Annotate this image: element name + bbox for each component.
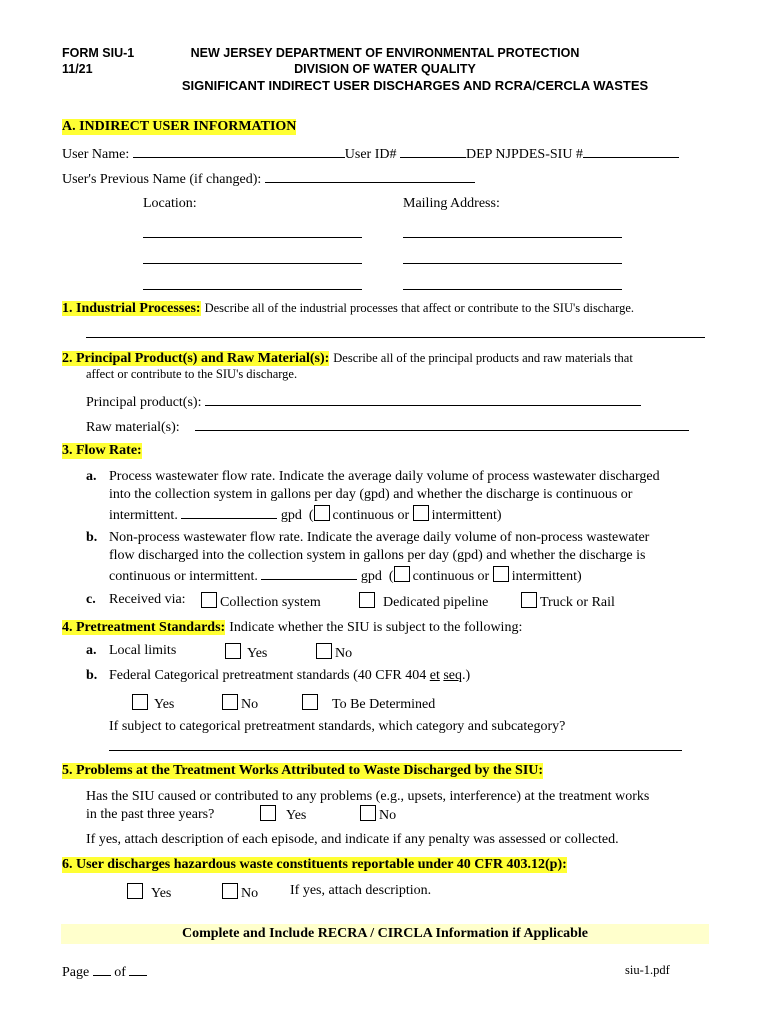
federal-end: .): [462, 668, 471, 683]
pipeline-option: [359, 592, 488, 611]
et-text: et: [429, 668, 440, 683]
continuous-or-label: continuous or: [412, 569, 490, 584]
section-1-title: 1. Industrial Processes:: [62, 301, 201, 316]
prev-name-label: User's Previous Name (if changed):: [62, 172, 262, 187]
item-3b-line-2: flow discharged into the collection system in gallons per day (gpd) and whether the discharge is: [109, 548, 646, 563]
nonprocess-continuous-checkbox[interactable]: [394, 566, 410, 582]
section-6-title: 6. User discharges hazardous waste constituents reportable under 40 CFR 403.12(p):: [62, 857, 567, 872]
category-line[interactable]: [109, 750, 682, 751]
tbd-label: To Be Determined: [332, 697, 436, 712]
user-id-label: User ID#: [344, 147, 397, 162]
mailing-line-1[interactable]: [403, 237, 622, 238]
processes-line[interactable]: [86, 337, 705, 338]
local-no-option: [316, 643, 352, 662]
nonprocess-intermittent-checkbox[interactable]: [493, 566, 509, 582]
raw-label: Raw material(s):: [86, 420, 180, 435]
location-line-1[interactable]: [143, 237, 362, 238]
process-flow-field[interactable]: [181, 506, 277, 519]
collection-checkbox[interactable]: [201, 592, 217, 608]
item-3a-letter: a.: [86, 469, 97, 484]
pipeline-label: Dedicated pipeline: [383, 595, 489, 610]
local-limits-label: Local limits: [109, 643, 177, 658]
problems-no-checkbox[interactable]: [360, 805, 376, 821]
problems-note: If yes, attach description of each episode, and indicate if any penalty was assessed or collected.: [86, 832, 619, 847]
truck-checkbox[interactable]: [521, 592, 537, 608]
collection-label: Collection system: [220, 595, 321, 610]
seq-text: seq: [443, 668, 463, 683]
federal-tbd-checkbox[interactable]: [302, 694, 318, 710]
problems-question-2: in the past three years?: [86, 807, 215, 822]
section-1-desc: Describe all of the industrial processes that affect or contribute to the SIU's discharge.: [204, 301, 635, 315]
section-2: [62, 349, 633, 367]
item-3b-text: continuous or intermittent.: [109, 569, 258, 584]
recra-banner: Complete and Include RECRA / CIRCLA Information if Applicable: [61, 924, 709, 944]
item-3c-letter: c.: [86, 592, 96, 607]
section-3-title: 3. Flow Rate:: [62, 443, 142, 458]
problems-no-option: [360, 805, 396, 824]
federal-no-checkbox[interactable]: [222, 694, 238, 710]
section-2-desc-1: Describe all of the principal products and raw materials that: [333, 351, 633, 365]
page-total-field[interactable]: [129, 963, 147, 976]
section-2-desc-2: affect or contribute to the SIU's discharge.: [86, 367, 298, 381]
location-line-3[interactable]: [143, 289, 362, 290]
item-3a-line-1: Process wastewater flow rate. Indicate the average daily volume of process wastewater discharged: [109, 469, 660, 484]
gpd-label: gpd: [280, 508, 302, 523]
collection-option: [201, 592, 321, 611]
yes-label: Yes: [286, 808, 307, 823]
page-label: Page: [62, 965, 90, 980]
hazardous-no-option: [222, 883, 258, 902]
no-label: No: [241, 697, 259, 712]
of-label: of: [114, 965, 126, 980]
section-a-title: A. INDIRECT USER INFORMATION: [62, 119, 297, 134]
form-id: FORM SIU-1: [62, 46, 135, 60]
item-3b-line-3: [109, 566, 582, 585]
hazardous-no-checkbox[interactable]: [222, 883, 238, 899]
section-4-desc: Indicate whether the SIU is subject to the following:: [229, 620, 523, 635]
form-date: 11/21: [62, 62, 93, 76]
category-question: If subject to categorical pretreatment standards, which category and subcategory?: [109, 719, 566, 734]
intermittent-label: intermittent): [511, 569, 582, 584]
section-4: [62, 618, 522, 636]
federal-label: [109, 668, 470, 684]
federal-yes-option: [132, 694, 174, 713]
location-label: Location:: [143, 196, 197, 211]
division-name: DIVISION OF WATER QUALITY: [294, 62, 476, 76]
received-via-label: Received via:: [109, 592, 186, 607]
dep-id-field[interactable]: [583, 145, 679, 158]
raw-row: [86, 418, 689, 436]
dept-name: NEW JERSEY DEPARTMENT OF ENVIRONMENTAL PROTECTION: [190, 46, 580, 60]
section-1: [62, 299, 634, 317]
mailing-line-2[interactable]: [403, 263, 622, 264]
local-yes-option: [225, 643, 267, 662]
local-yes-checkbox[interactable]: [225, 643, 241, 659]
paren-open: (: [308, 508, 314, 523]
process-continuous-checkbox[interactable]: [314, 505, 330, 521]
hazardous-yes-checkbox[interactable]: [127, 883, 143, 899]
section-2-title: 2. Principal Product(s) and Raw Material(s):: [62, 351, 330, 366]
yes-label: Yes: [154, 697, 175, 712]
gpd-label: gpd: [360, 569, 382, 584]
form-title: SIGNIFICANT INDIRECT USER DISCHARGES AND RCRA/CERCLA WASTES: [181, 78, 649, 93]
yes-label: Yes: [247, 646, 268, 661]
item-3a-text: intermittent.: [109, 508, 178, 523]
section-4-title: 4. Pretreatment Standards:: [62, 620, 226, 635]
user-name-row: [62, 145, 679, 163]
raw-field[interactable]: [195, 418, 689, 431]
user-name-field[interactable]: [133, 145, 345, 158]
item-3b-line-1: Non-process wastewater flow rate. Indicate the average daily volume of non-process wastewater: [109, 530, 650, 545]
file-name: siu-1.pdf: [625, 963, 670, 977]
mailing-line-3[interactable]: [403, 289, 622, 290]
prev-name-field[interactable]: [265, 170, 475, 183]
location-line-2[interactable]: [143, 263, 362, 264]
hazardous-yes-option: [127, 883, 171, 902]
federal-yes-checkbox[interactable]: [132, 694, 148, 710]
no-label: No: [335, 646, 353, 661]
federal-tbd-option: [302, 694, 435, 713]
process-intermittent-checkbox[interactable]: [413, 505, 429, 521]
problems-yes-option: [260, 805, 306, 824]
problems-question-1: Has the SIU caused or contributed to any problems (e.g., upsets, interference) at the treatment works: [86, 789, 650, 804]
products-label: Principal product(s):: [86, 395, 202, 410]
prev-name-row: [62, 170, 475, 188]
user-name-label: User Name:: [62, 147, 130, 162]
item-3a-line-3: [109, 505, 502, 524]
truck-option: [521, 592, 615, 611]
nonprocess-flow-field[interactable]: [261, 567, 357, 580]
paren-open: (: [388, 569, 394, 584]
hazardous-note: If yes, attach description.: [290, 883, 432, 898]
dep-id-label: DEP NJPDES-SIU #: [465, 147, 583, 162]
user-id-field[interactable]: [400, 145, 466, 158]
section-5-title: 5. Problems at the Treatment Works Attributed to Waste Discharged by the SIU:: [62, 763, 544, 778]
page-number-field[interactable]: [93, 963, 111, 976]
no-label: No: [379, 808, 397, 823]
federal-text: Federal Categorical pretreatment standards (40 CFR 404: [109, 668, 427, 683]
problems-yes-checkbox[interactable]: [260, 805, 276, 821]
yes-label: Yes: [151, 886, 172, 901]
page-indicator: [62, 963, 147, 981]
local-no-checkbox[interactable]: [316, 643, 332, 659]
products-row: [86, 393, 641, 411]
continuous-or-label: continuous or: [332, 508, 410, 523]
item-4b-letter: b.: [86, 668, 98, 683]
pipeline-checkbox[interactable]: [359, 592, 375, 608]
item-4a-letter: a.: [86, 643, 97, 658]
federal-no-option: [222, 694, 258, 713]
no-label: No: [241, 886, 259, 901]
item-3a-line-2: into the collection system in gallons per day (gpd) and whether the discharge is continuous or: [109, 487, 633, 502]
truck-label: Truck or Rail: [540, 595, 615, 610]
item-3b-letter: b.: [86, 530, 98, 545]
intermittent-label: intermittent): [431, 508, 502, 523]
mailing-label: Mailing Address:: [403, 196, 500, 211]
products-field[interactable]: [205, 393, 641, 406]
